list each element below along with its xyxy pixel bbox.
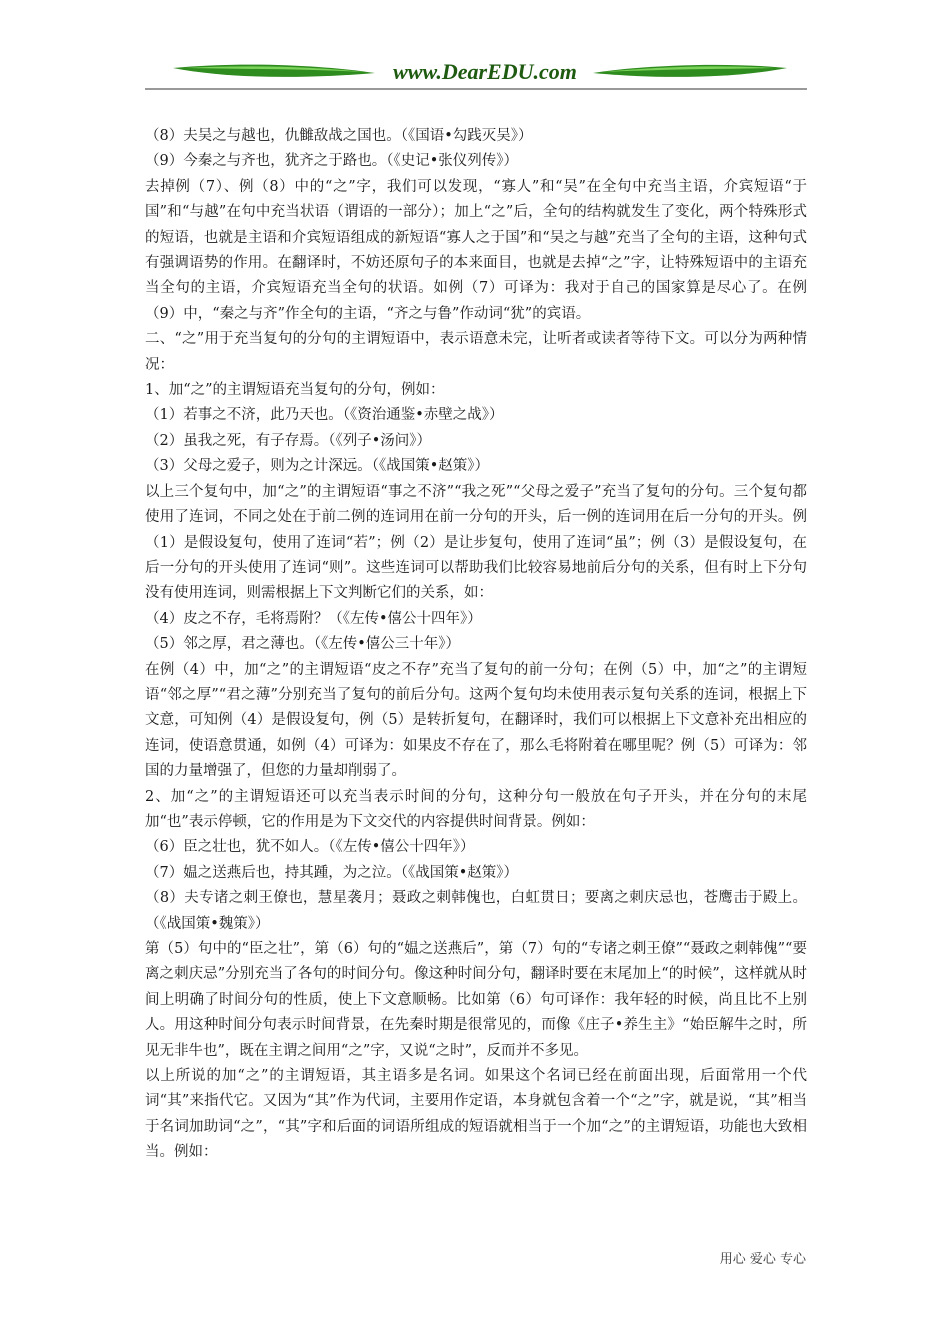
example-line: （8）夫专诸之刺王僚也，慧星袭月；聂政之刺韩傀也，白虹贯日；要离之刺庆忌也，苍鹰击于殿上。（《战国策•魏策》）: [145, 890, 807, 932]
site-header: [145, 56, 807, 90]
example-line: （6）臣之壮也，犹不如人。（《左传•僖公十四年》）: [145, 839, 475, 856]
section-heading: 二、“之”用于充当复句的分句的主谓短语中，表示语意未完，让听者或读者等待下文。可以分为两种情况：: [145, 331, 807, 373]
document-body: [145, 124, 807, 1166]
subsection-heading: 2、加“之”的主谓短语还可以充当表示时间的分句，这种分句一般放在句子开头，并在分句的末尾加“也”表示停顿，它的作用是为下文交代的内容提供时间背景。例如：: [145, 788, 807, 830]
example-line: （7）媪之送燕后也，持其踵，为之泣。（《战国策•赵策》）: [145, 864, 519, 881]
page-footer: 用心 爱心 专心: [719, 1252, 806, 1267]
example-line: （2）虽我之死，有子存焉。（《列子•汤问》）: [145, 432, 432, 449]
example-line: （9）今秦之与齐也，犹齐之于路也。（《史记•张仪列传》）: [145, 153, 519, 170]
logo-text: www.DearEDU.com: [393, 59, 577, 84]
example-line: （3）父母之爱子，则为之计深远。（《战国策•赵策》）: [145, 458, 490, 475]
body-paragraph: 去掉例（7）、例（8）中的“之”字，我们可以发现，“寡人”和“吴”在全句中充当主语，介宾短语“于国”和“与越”在句中充当状语（谓语的一部分）；加上“之”后，全句的结构就发生了变化，两个特殊形式的短语，也就是主语和介宾短语组成的新短语“寡人之于国”和“吴之与越”充当了全句的主语，这种句式有强调语势的作用。在翻译时，不妨还原句子的本来面目，也就是去掉“之”字，让特殊短语中的主语充当全句的主语，介宾短语充当全句的状语。如例（7）可译为：我对于自己的国家算是尽心了。在例（9）中，“秦之与齐”作全句的主语，“齐之与鲁”作动词“犹”的宾语。: [145, 178, 807, 322]
site-logo-banner: [145, 56, 807, 90]
example-line: （1）若事之不济，此乃天也。（《资治通鉴•赤壁之战》）: [145, 407, 504, 424]
body-paragraph: 在例（4）中，加“之”的主谓短语“皮之不存”充当了复句的前一分句；在例（5）中，加“之”的主谓短语“邻之厚”“君之薄”分别充当了复句的前后分句。这两个复句均未使用表示复句关系的连词，根据上下文意，可知例（4）是假设复句，例（5）是转折复句，在翻译时，我们可以根据上下文意补充出相应的连词，使语意贯通，如例（4）可译为：如果皮不存在了，那么毛将附着在哪里呢？例（5）可译为：邻国的力量增强了，但您的力量却削弱了。: [145, 661, 807, 780]
example-line: （4）皮之不存，毛将焉附？（《左传•僖公十四年》）: [145, 610, 482, 627]
body-paragraph: 以上所说的加“之”的主谓短语，其主语多是名词。如果这个名词已经在前面出现，后面常用一个代词“其”来指代它。又因为“其”作为代词，主要用作定语，本身就包含着一个“之”字，就是说，“其”相当于名词加助词“之”，“其”字和后面的词语所组成的短语就相当于一个加“之”的主谓短语，功能也大致相当。例如：: [145, 1068, 807, 1161]
body-paragraph: 以上三个复句中，加“之”的主谓短语“事之不济”“我之死”“父母之爱子”充当了复句的分句。三个复句都使用了连词，不同之处在于前二例的连词用在前一分句的开头，后一例的连词用在后一分句的开头。例（1）是假设复句，使用了连词“若”；例（2）是让步复句，使用了连词“虽”；例（3）是假设复句，在后一分句的开头使用了连词“则”。这些连词可以帮助我们比较容易地前后分句的关系，但有时上下分句没有使用连词，则需根据上下文判断它们的关系，如：: [145, 483, 807, 602]
body-paragraph: 第（5）句中的“臣之壮”，第（6）句的“媪之送燕后”，第（7）句的“专诸之刺王僚”“聂政之刺韩傀”“要离之刺庆忌”分别充当了各句的时间分句。像这种时间分句，翻译时要在末尾加上“的时候”，这样就从时间上明确了时间分句的性质，使上下文意顺畅。比如第（6）句可译作：我年轻的时候，尚且比不上别人。用这种时间分句表示时间背景，在先秦时期是很常见的，而像《庄子•养生主》“始臣解牛之时，所见无非牛也”，既在主谓之间用“之”字，又说“之时”，反而并不多见。: [145, 941, 807, 1059]
example-line: （5）邻之厚，君之薄也。（《左传•僖公三十年》）: [145, 636, 461, 653]
example-line: （8）夫吴之与越也，仇雠敌战之国也。（《国语•勾践灭吴》）: [145, 128, 533, 144]
subsection-heading: 1、加“之”的主谓短语充当复句的分句，例如：: [145, 382, 445, 399]
